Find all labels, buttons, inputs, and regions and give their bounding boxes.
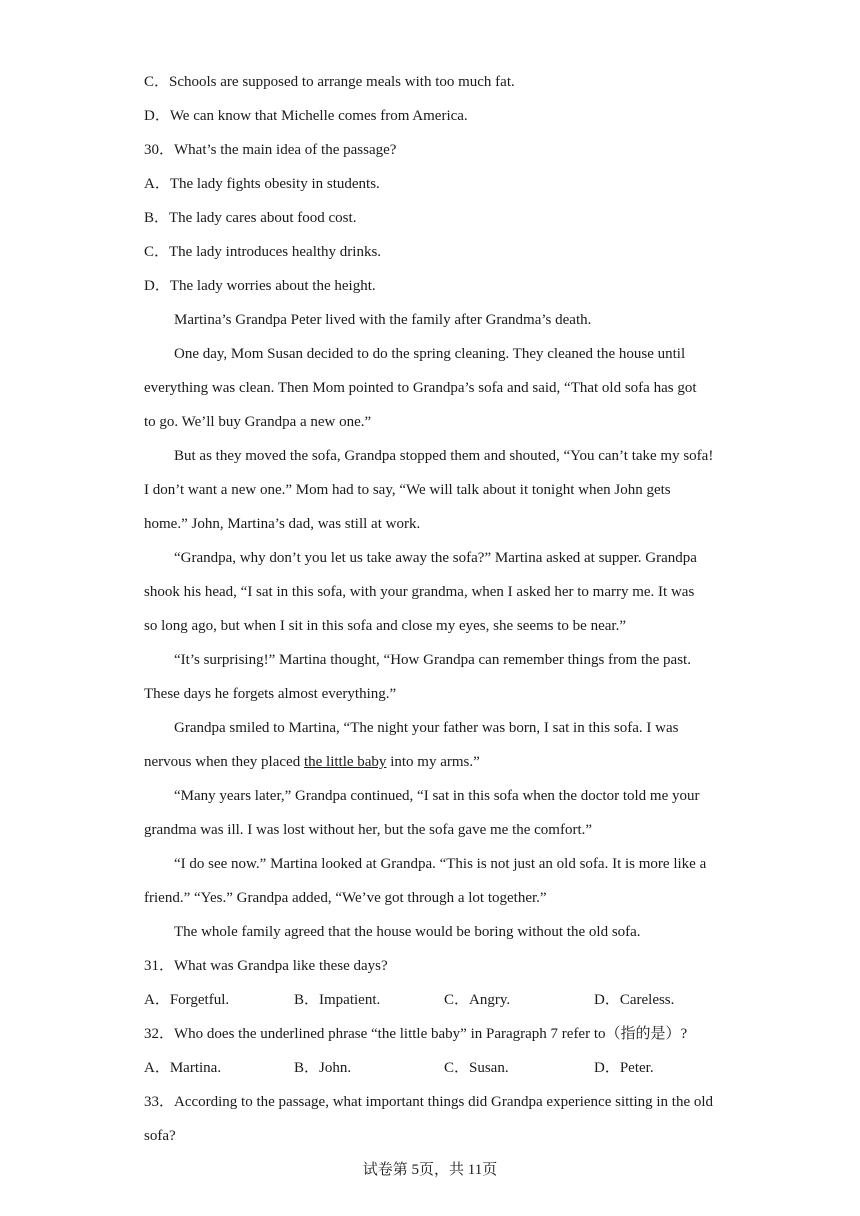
passage-line: “Grandpa, why don’t you let us take away the sofa?” Martina asked at supper. Grandpa <box>174 550 697 566</box>
q30-option-b: B．The lady cares about food cost. <box>144 210 357 226</box>
q32-option-c: C．Susan. <box>444 1060 509 1076</box>
passage-text: nervous when they placed <box>144 754 304 770</box>
passage-line: to go. We’ll buy Grandpa a new one.” <box>144 414 372 430</box>
q30-option-c: C．The lady introduces healthy drinks. <box>144 244 382 260</box>
q30-option-a: A．The lady fights obesity in students. <box>144 176 380 192</box>
passage-text: into my arms.” <box>386 754 480 770</box>
passage-line: “It’s surprising!” Martina thought, “How Grandpa can remember things from the past. <box>174 652 691 668</box>
q31-option-a: A．Forgetful. <box>144 992 230 1008</box>
q31-option-b: B．Impatient. <box>294 992 381 1008</box>
passage-line: But as they moved the sofa, Grandpa stopped them and shouted, “You can’t take my sofa! <box>174 448 714 464</box>
passage-line: These days he forgets almost everything.” <box>144 686 397 702</box>
q29-option-d: D．We can know that Michelle comes from America. <box>144 108 468 124</box>
passage-line: Martina’s Grandpa Peter lived with the family after Grandma’s death. <box>174 312 592 328</box>
question-32: 32．Who does the underlined phrase “the little baby” in Paragraph 7 refer to（指的是）? <box>144 1026 688 1042</box>
passage-line: everything was clean. Then Mom pointed to Grandpa’s sofa and said, “That old sofa has got <box>144 380 697 396</box>
passage-line <box>144 752 724 772</box>
passage-line: “I do see now.” Martina looked at Grandpa. “This is not just an old sofa. It is more like a <box>174 856 707 872</box>
passage-line: The whole family agreed that the house would be boring without the old sofa. <box>174 924 641 940</box>
passage-line: so long ago, but when I sit in this sofa and close my eyes, she seems to be near.” <box>144 618 626 634</box>
passage-line: I don’t want a new one.” Mom had to say, “We will talk about it tonight when John gets <box>144 482 671 498</box>
passage-line: “Many years later,” Grandpa continued, “I sat in this sofa when the doctor told me your <box>174 788 700 804</box>
passage-line: home.” John, Martina’s dad, was still at work. <box>144 516 421 532</box>
q30-option-d: D．The lady worries about the height. <box>144 278 376 294</box>
q31-option-d: D．Careless. <box>594 992 675 1008</box>
q31-option-c: C．Angry. <box>444 992 511 1008</box>
passage-line: shook his head, “I sat in this sofa, with your grandma, when I asked her to marry me. It was <box>144 584 695 600</box>
passage-line: friend.” “Yes.” Grandpa added, “We’ve got through a lot together.” <box>144 890 547 906</box>
q32-option-d: D．Peter. <box>594 1060 654 1076</box>
passage-line: Grandpa smiled to Martina, “The night your father was born, I sat in this sofa. I was <box>174 720 679 736</box>
question-30: 30．What’s the main idea of the passage? <box>144 142 397 158</box>
passage-line: One day, Mom Susan decided to do the spring cleaning. They cleaned the house until <box>174 346 686 362</box>
passage-line: grandma was ill. I was lost without her, but the sofa gave me the comfort.” <box>144 822 593 838</box>
question-33-continued: sofa? <box>144 1128 176 1144</box>
question-31: 31．What was Grandpa like these days? <box>144 958 388 974</box>
q32-option-b: B．John. <box>294 1060 352 1076</box>
underlined-phrase: the little baby <box>303 754 387 770</box>
q32-option-a: A．Martina. <box>144 1060 222 1076</box>
q29-option-c: C．Schools are supposed to arrange meals with too much fat. <box>144 74 515 90</box>
page-footer: 试卷第 5页，共 11页 <box>362 1162 498 1178</box>
question-33: 33．According to the passage, what important things did Grandpa experience sitting in the old <box>144 1094 714 1110</box>
